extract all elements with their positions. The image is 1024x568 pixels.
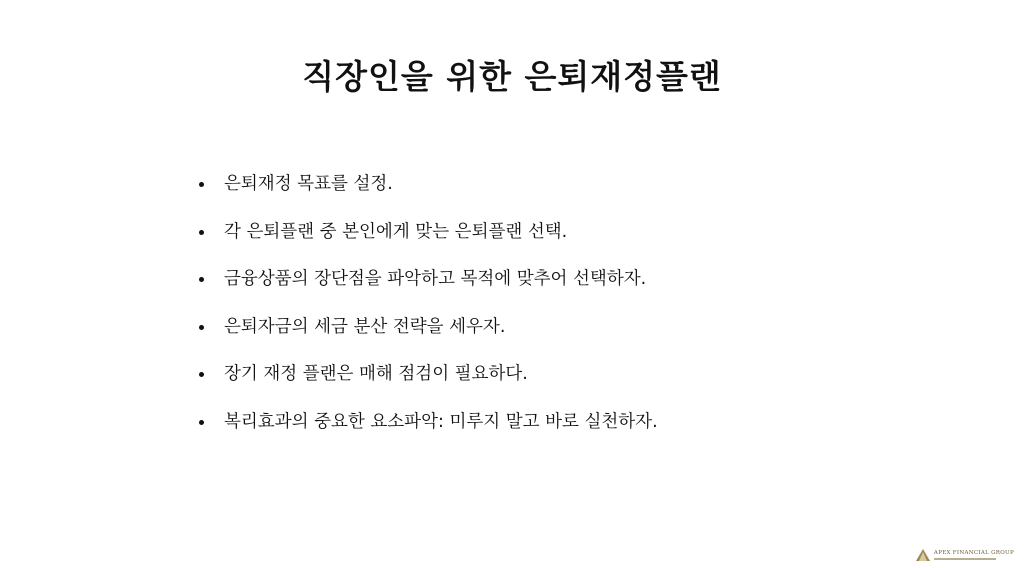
- list-item: [196, 351, 658, 399]
- triangle-logo-icon: [916, 549, 930, 561]
- bullet-text: 장기 재정 플랜은 매해 점검이 필요하다.: [224, 364, 528, 384]
- list-item: [196, 399, 658, 447]
- logo-text: APEX FINANCIAL GROUP: [933, 549, 1014, 556]
- logo-underline: [934, 558, 996, 560]
- company-logo: [916, 549, 1014, 561]
- bullet-icon: [199, 420, 204, 425]
- list-item: [196, 209, 658, 257]
- bullet-text: 금융상품의 장단점을 파악하고 목적에 맞추어 선택하자.: [224, 269, 647, 289]
- bullet-icon: [199, 372, 204, 377]
- bullet-list: [196, 161, 658, 446]
- bullet-text: 각 은퇴플랜 중 본인에게 맞는 은퇴플랜 선택.: [224, 221, 568, 242]
- bullet-text: 은퇴재정 목표를 설정.: [224, 174, 393, 194]
- bullet-icon: [199, 277, 204, 282]
- bullet-text: 복리효과의 중요한 요소파악: 미루지 말고 바로 실천하자.: [224, 411, 658, 432]
- slide-title: 직장인을 위한 은퇴재정플랜: [302, 57, 722, 96]
- list-item: [196, 161, 658, 209]
- bullet-icon: [199, 325, 204, 330]
- list-item: [196, 256, 658, 304]
- bullet-text: 은퇴자금의 세금 분산 전략을 세우자.: [224, 316, 506, 337]
- list-item: [196, 304, 658, 352]
- bullet-icon: [199, 182, 204, 187]
- bullet-icon: [199, 230, 204, 235]
